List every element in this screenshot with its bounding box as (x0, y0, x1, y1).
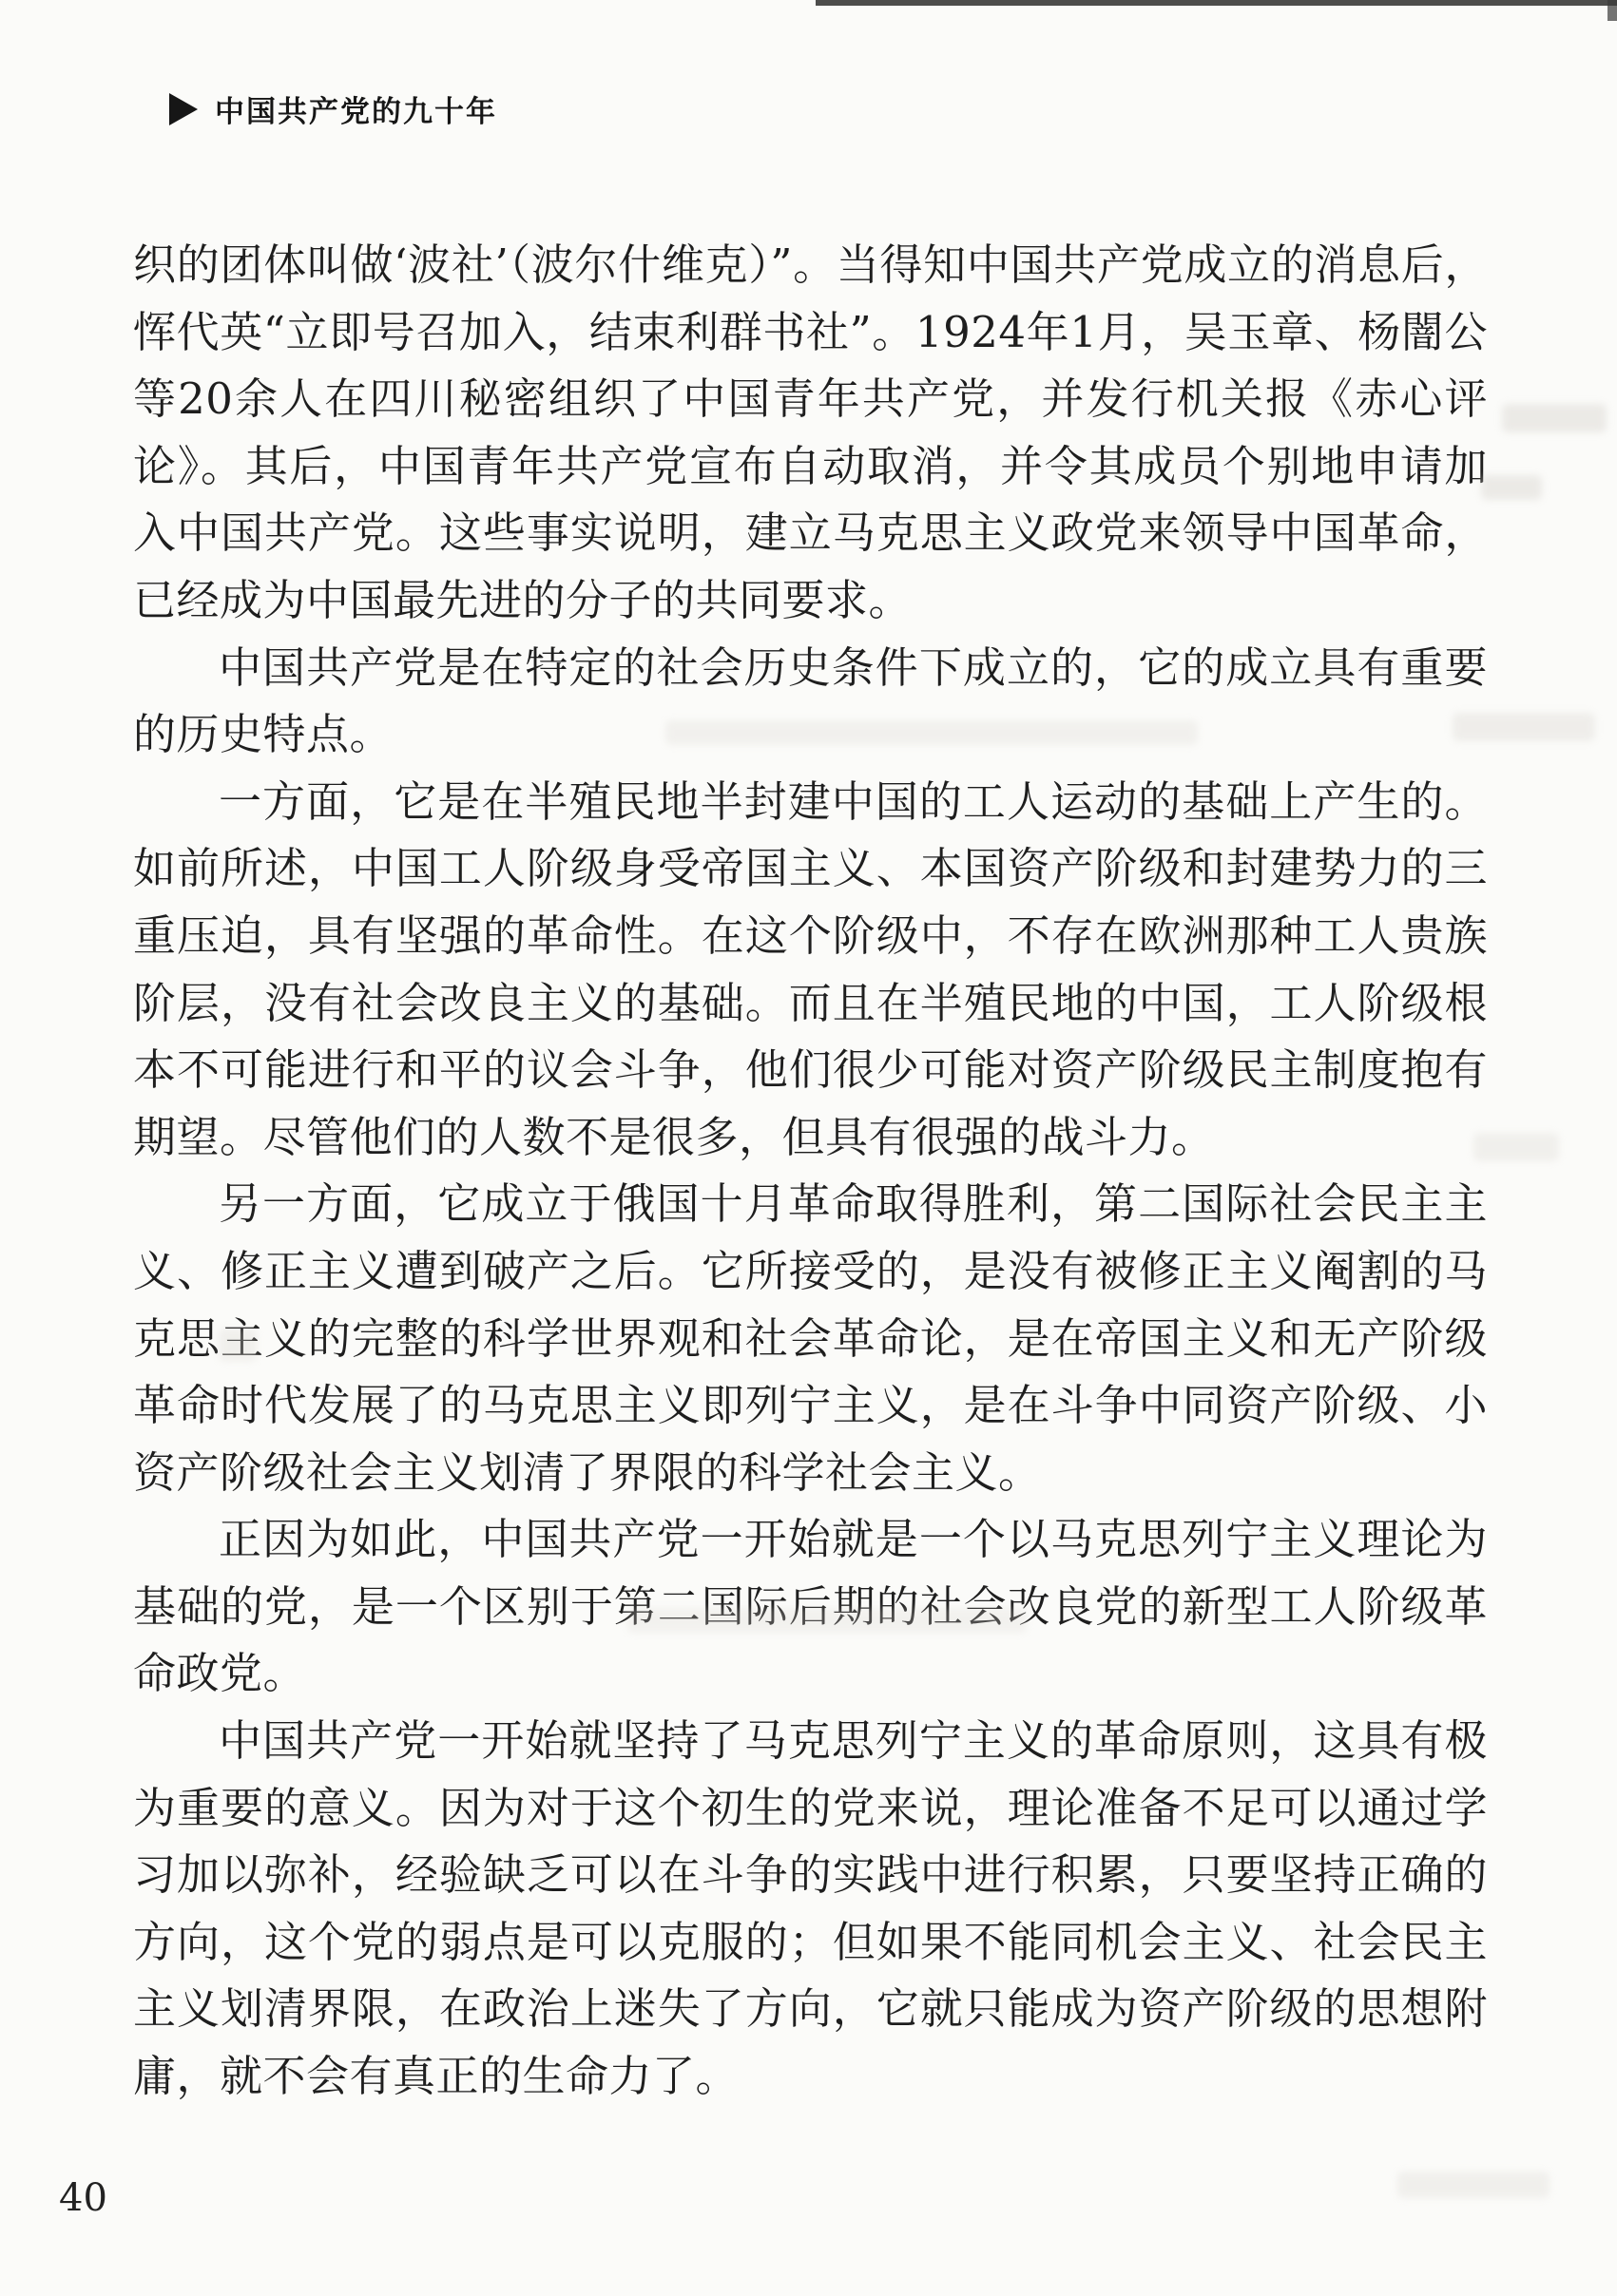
triangle-marker-icon (169, 93, 198, 125)
paragraph: 另一方面，它成立于俄国十月革命取得胜利，第二国际社会民主主义、修正主义遭到破产之后。它所接受的，是没有被修正主义阉割的马克思主义的完整的科学世界观和社会革命论，是在帝国主义和无产阶级革命时代发展了的马克思主义即列宁主义，是在斗争中同资产阶级、小资产阶级社会主义划清了界限的科学社会主义。 (133, 1178, 1488, 1498)
scan-artifact (1502, 404, 1607, 432)
paragraph: 一方面，它是在半殖民地半封建中国的工人运动的基础上产生的。如前所述，中国工人阶级身受帝国主义、本国资产阶级和封建势力的三重压迫，具有坚强的革命性。在这个阶级中，不存在欧洲那种工人贵族阶层，没有社会改良主义的基础。而且在半殖民地的中国，工人阶级根本不可能进行和平的议会斗争，他们很少可能对资产阶级民主制度抱有期望。尽管他们的人数不是很多，但具有很强的战斗力。 (133, 775, 1488, 1162)
body-text (133, 232, 1488, 2111)
book-title: 中国共产党的九十年 (215, 95, 497, 129)
scan-corner-artifact (1607, 0, 1617, 21)
paragraph: 中国共产党是在特定的社会历史条件下成立的，它的成立具有重要的历史特点。 (133, 641, 1488, 760)
paragraph: 正因为如此，中国共产党一开始就是一个以马克思列宁主义理论为基础的党，是一个区别于第二国际后期的社会改良党的新型工人阶级革命政党。 (133, 1514, 1488, 1699)
paragraph: 中国共产党一开始就坚持了马克思列宁主义的革命原则，这具有极为重要的意义。因为对于这个初生的党来说，理论准备不足可以通过学习加以弥补，经验缺乏可以在斗争的实践中进行积累，只要坚持正确的方向，这个党的弱点是可以克服的；但如果不能同机会主义、社会民主主义划清界限，在政治上迷失了方向，它就只能成为资产阶级的思想附庸，就不会有真正的生命力了。 (133, 1715, 1488, 2102)
page-number: 40 (59, 2176, 107, 2220)
running-header (169, 87, 497, 130)
scan-edge-artifact (816, 0, 1617, 6)
scan-artifact (1397, 2172, 1550, 2198)
paragraph: 织的团体叫做‘波社’（波尔什维克）”。当得知中国共产党成立的消息后，恽代英“立即号召加入，结束利群书社”。1924年1月，吴玉章、杨闇公等20余人在四川秘密组织了中国青年共产党，并发行机关报《赤心评论》。其后，中国青年共产党宣布自动取消，并令其成员个别地申请加入中国共产党。这些事实说明，建立马克思主义政党来领导中国革命，已经成为中国最先进的分子的共同要求。 (133, 239, 1488, 625)
scan-artifact (1481, 475, 1542, 500)
